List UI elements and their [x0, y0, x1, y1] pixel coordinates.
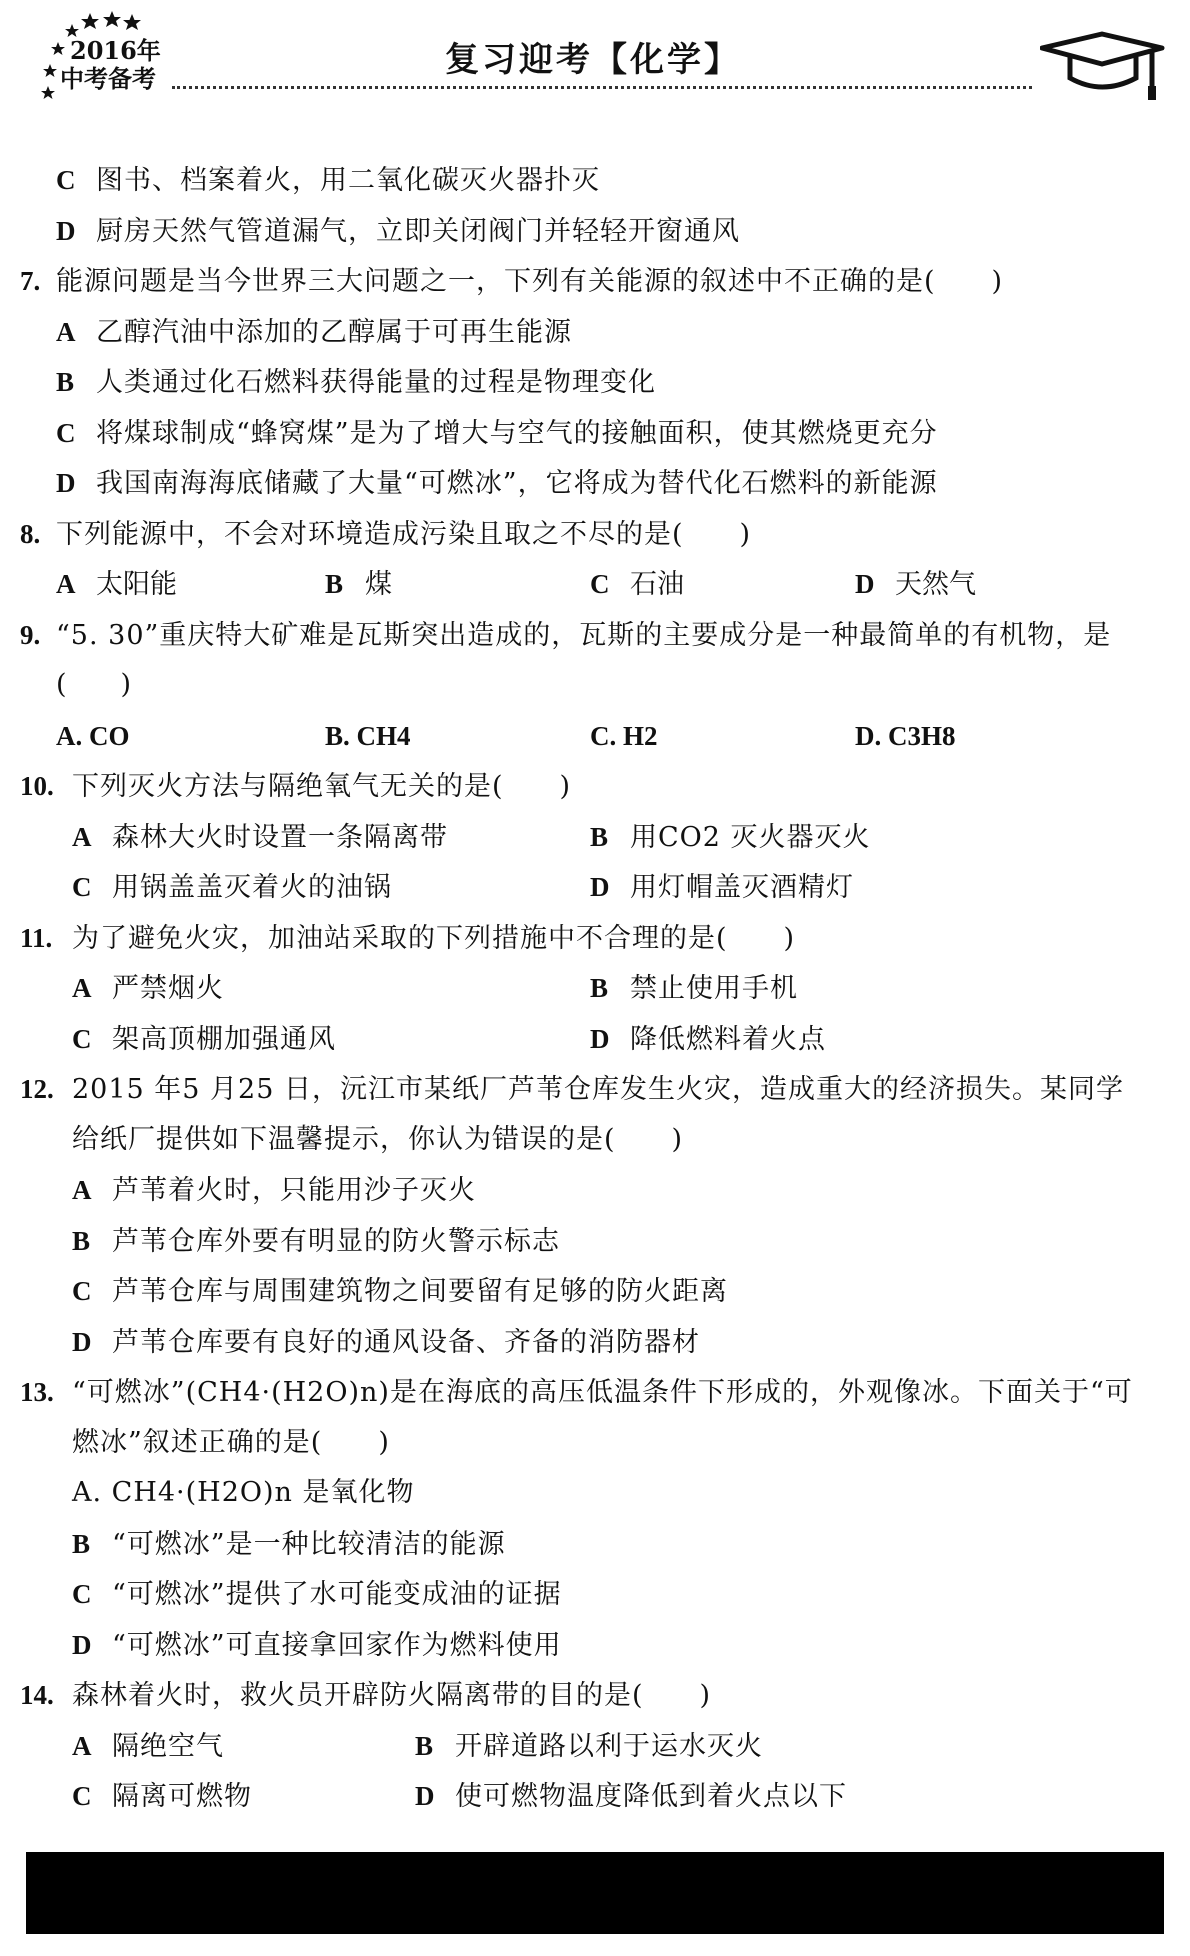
question-number: 8. [20, 518, 41, 549]
question-number: 14. [20, 1680, 54, 1710]
option-text: “可燃冰”是一种比较清洁的能源 [112, 1528, 506, 1560]
option-label: C [72, 1579, 92, 1609]
option-a [72, 812, 448, 864]
option-b [590, 963, 798, 1015]
option-label: A [72, 1175, 92, 1205]
option-text: 乙醇汽油中添加的乙醇属于可再生能源 [96, 316, 572, 348]
option-d [590, 862, 854, 914]
question-text: 下列灭火方法与隔绝氧气无关的是( ) [72, 771, 572, 802]
option-text: 架高顶棚加强通风 [112, 1023, 336, 1055]
question-text-continued [20, 1418, 1170, 1469]
option-b: B. CH4 [325, 720, 411, 751]
option-a [72, 1721, 224, 1773]
question-text: 给纸厂提供如下温馨提示，你认为错误的是( ) [72, 1123, 684, 1155]
option-label: A [72, 1730, 92, 1761]
option-a [56, 559, 177, 611]
option-label: A [56, 316, 76, 347]
question-list [20, 155, 1170, 1822]
question-text: 下列能源中，不会对环境造成污染且取之不尽的是( ) [56, 518, 752, 550]
option-c [72, 1014, 336, 1066]
option-label: D [72, 1629, 92, 1660]
option-label: B [325, 569, 344, 599]
question-number: 7. [20, 266, 41, 296]
option-text: 用灯帽盖灭酒精灯 [630, 872, 854, 903]
option-line [20, 1266, 1170, 1317]
option-text: 森林大火时设置一条隔离带 [112, 821, 448, 853]
option-label: B [590, 821, 609, 852]
option-text: 用锅盖盖灭着火的油锅 [112, 872, 392, 903]
option-b [415, 1721, 763, 1773]
option-text: 芦苇仓库外要有明显的防火警示标志 [112, 1225, 560, 1257]
option-label: B [415, 1730, 434, 1761]
option-label: B [56, 367, 75, 397]
option-d [855, 559, 976, 611]
page-title: 复习迎考【化学】 [445, 40, 741, 80]
option-line [20, 1317, 1170, 1368]
question-11 [20, 913, 1170, 964]
question-9 [20, 610, 1170, 661]
question-13 [20, 1367, 1170, 1418]
option-line [20, 1216, 1170, 1267]
question-text: “5. 30”重庆特大矿难是瓦斯突出造成的，瓦斯的主要成分是一种最简单的有机物，是 [56, 619, 1112, 651]
question-12 [20, 1064, 1170, 1115]
option-d [590, 1014, 826, 1066]
page-header [0, 0, 1190, 110]
option-row [20, 711, 1170, 762]
question-number: 11. [20, 922, 53, 953]
option-label: A [72, 973, 92, 1003]
option-text: 将煤球制成“蜂窝煤”是为了增大与空气的接触面积，使其燃烧更充分 [96, 417, 938, 449]
option-row [20, 963, 1170, 1014]
question-text-continued [20, 1115, 1170, 1166]
option-label: D [855, 569, 875, 599]
option-line [20, 155, 1170, 206]
option-line [20, 458, 1170, 509]
option-row [20, 1771, 1170, 1822]
question-text: 燃冰”叙述正确的是( ) [72, 1426, 390, 1458]
answer-parens: ( ) [56, 669, 132, 700]
option-label: C [72, 1023, 92, 1054]
option-label: C [56, 165, 76, 195]
option-label: D [415, 1781, 435, 1811]
option-text: “可燃冰”可直接拿回家作为燃料使用 [112, 1629, 562, 1661]
option-b [590, 812, 871, 864]
option-row [20, 1721, 1170, 1772]
question-number: 12. [20, 1074, 54, 1104]
option-line [20, 357, 1170, 408]
question-text-continued [20, 660, 1170, 711]
question-10 [20, 761, 1170, 812]
option-text: 禁止使用手机 [630, 973, 798, 1004]
option-b [325, 559, 392, 611]
option-line [20, 408, 1170, 459]
option-text: A. CH4·(H2O)n 是氧化物 [72, 1477, 415, 1508]
option-d [415, 1771, 847, 1823]
option-text: 隔离可燃物 [112, 1781, 252, 1812]
option-line [20, 1468, 1170, 1519]
option-text: 厨房天然气管道漏气，立即关闭阀门并轻轻开窗通风 [96, 215, 740, 247]
option-label: D [590, 1023, 610, 1054]
option-text: 使可燃物温度降低到着火点以下 [455, 1781, 847, 1812]
question-text: “可燃冰”(CH4·(H2O)n)是在海底的高压低温条件下形成的，外观像冰。下面关于“可 [72, 1377, 1133, 1408]
exam-prep-label: 中考备考 [60, 64, 156, 93]
question-8 [20, 509, 1170, 560]
option-label: C [72, 1276, 92, 1306]
option-c [72, 1771, 252, 1823]
question-text: 为了避免火灾，加油站采取的下列措施中不合理的是( ) [72, 922, 796, 954]
header-divider [172, 86, 1032, 89]
option-label: C [72, 1781, 92, 1811]
option-text: 图书、档案着火，用二氧化碳灭火器扑灭 [96, 165, 600, 196]
option-c: C. H2 [590, 720, 658, 751]
option-row [20, 812, 1170, 863]
option-row [20, 862, 1170, 913]
question-14 [20, 1670, 1170, 1721]
option-line [20, 307, 1170, 358]
option-text: 隔绝空气 [112, 1730, 224, 1762]
option-label: B [72, 1225, 91, 1256]
option-label: A [56, 569, 76, 599]
option-text: 用CO2 灭火器灭火 [630, 821, 871, 853]
option-text: 天然气 [895, 569, 976, 600]
option-text: 我国南海海底储藏了大量“可燃冰”，它将成为替代化石燃料的新能源 [96, 468, 938, 499]
question-7 [20, 256, 1170, 307]
option-text: 太阳能 [96, 569, 177, 600]
option-label: A [72, 821, 92, 852]
option-a: A. CO [56, 720, 130, 751]
question-number: 9. [20, 619, 41, 650]
option-text: 开辟道路以利于运水灭火 [455, 1730, 763, 1762]
graduation-cap-icon [1040, 30, 1165, 100]
question-number: 10. [20, 771, 54, 801]
option-text: 严禁烟火 [112, 973, 224, 1004]
option-label: D [56, 215, 76, 246]
question-text: 2015 年5 月25 日，沅江市某纸厂芦苇仓库发生火灾，造成重大的经济损失。某同学 [72, 1074, 1124, 1105]
option-label: C [72, 872, 92, 902]
question-number: 13. [20, 1377, 54, 1407]
option-label: B [72, 1528, 91, 1559]
option-text: 石油 [630, 569, 684, 600]
option-label: B [590, 973, 609, 1003]
option-text: 芦苇仓库要有良好的通风设备、齐备的消防器材 [112, 1326, 700, 1358]
option-c [590, 559, 684, 611]
option-line [20, 1569, 1170, 1620]
option-label: D [56, 468, 76, 498]
option-text: “可燃冰”提供了水可能变成油的证据 [112, 1579, 562, 1610]
option-row [20, 559, 1170, 610]
option-text: 芦苇仓库与周围建筑物之间要留有足够的防火距离 [112, 1276, 728, 1307]
option-text: 降低燃料着火点 [630, 1023, 826, 1055]
option-label: D [72, 1326, 92, 1357]
option-line [20, 1620, 1170, 1671]
option-d: D. C3H8 [855, 720, 956, 751]
option-label: C [590, 569, 610, 599]
option-row [20, 1014, 1170, 1065]
option-label: C [56, 417, 76, 448]
option-line [20, 1519, 1170, 1570]
question-text: 能源问题是当今世界三大问题之一，下列有关能源的叙述中不正确的是( ) [56, 266, 1004, 297]
year-label: 2016年 [70, 36, 161, 65]
option-text: 芦苇着火时，只能用沙子灭火 [112, 1175, 476, 1206]
footer-bar [26, 1852, 1164, 1934]
option-text: 人类通过化石燃料获得能量的过程是物理变化 [96, 367, 656, 398]
option-label: D [590, 872, 610, 902]
option-text: 煤 [365, 569, 392, 600]
option-a [72, 963, 224, 1015]
option-line [20, 206, 1170, 257]
question-text: 森林着火时，救火员开辟防火隔离带的目的是( ) [72, 1680, 712, 1711]
option-line [20, 1165, 1170, 1216]
option-c [72, 862, 392, 914]
